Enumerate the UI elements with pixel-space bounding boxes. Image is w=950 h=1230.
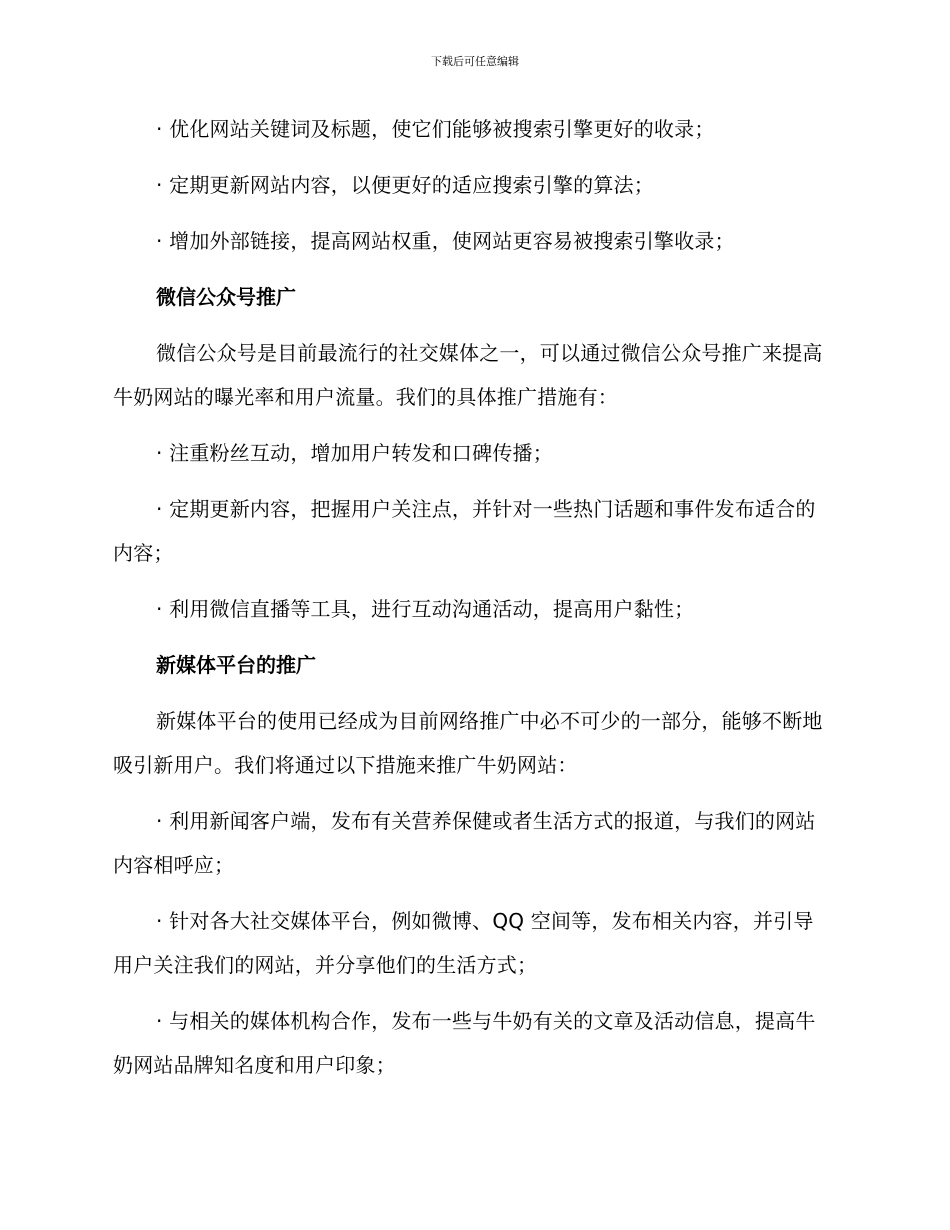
bullet-external-links: · 增加外部链接，提高网站权重，使网站更容易被搜索引擎收录； [156,229,735,253]
bullet-update-content: · 定期更新网站内容，以便更好的适应搜索引擎的算法； [156,173,654,197]
bullet-social-platforms: · 针对各大社交媒体平台，例如微博、QQ 空间等，发布相关内容，并引导用户关注我们的网站，并分享他们的生活方式； [113,909,814,977]
bullet-wechat-live: · 利用微信直播等工具，进行互动沟通活动，提高用户黏性； [156,597,695,621]
section-heading-wechat: 微信公众号推广 [156,285,296,309]
paragraph-new-media-intro: 新媒体平台的使用已经成为目前网络推广中必不可少的一部分，能够不断地吸引新用户。我们将通过以下措施来推广牛奶网站： [113,709,823,777]
bullet-media-partners: · 与相关的媒体机构合作，发布一些与牛奶有关的文章及活动信息，提高牛奶网站品牌知名度和用户印象； [113,1009,816,1077]
document-body [113,107,831,1099]
bullet-fan-interaction: · 注重粉丝互动，增加用户转发和口碑传播； [156,441,553,465]
page-header-note: 下载后可任意编辑 [431,55,519,68]
bullet-seo-keywords: · 优化网站关键词及标题，使它们能够被搜索引擎更好的收录； [156,117,715,141]
paragraph-wechat-intro: 微信公众号是目前最流行的社交媒体之一，可以通过微信公众号推广来提高牛奶网站的曝光率和用户流量。我们的具体推广措施有： [113,341,823,409]
bullet-news-clients: · 利用新闻客户端，发布有关营养保健或者生活方式的报道，与我们的网站内容相呼应； [113,809,816,877]
section-heading-new-media: 新媒体平台的推广 [156,653,316,677]
bullet-hot-topics: · 定期更新内容，把握用户关注点，并针对一些热门话题和事件发布适合的内容； [113,497,816,565]
